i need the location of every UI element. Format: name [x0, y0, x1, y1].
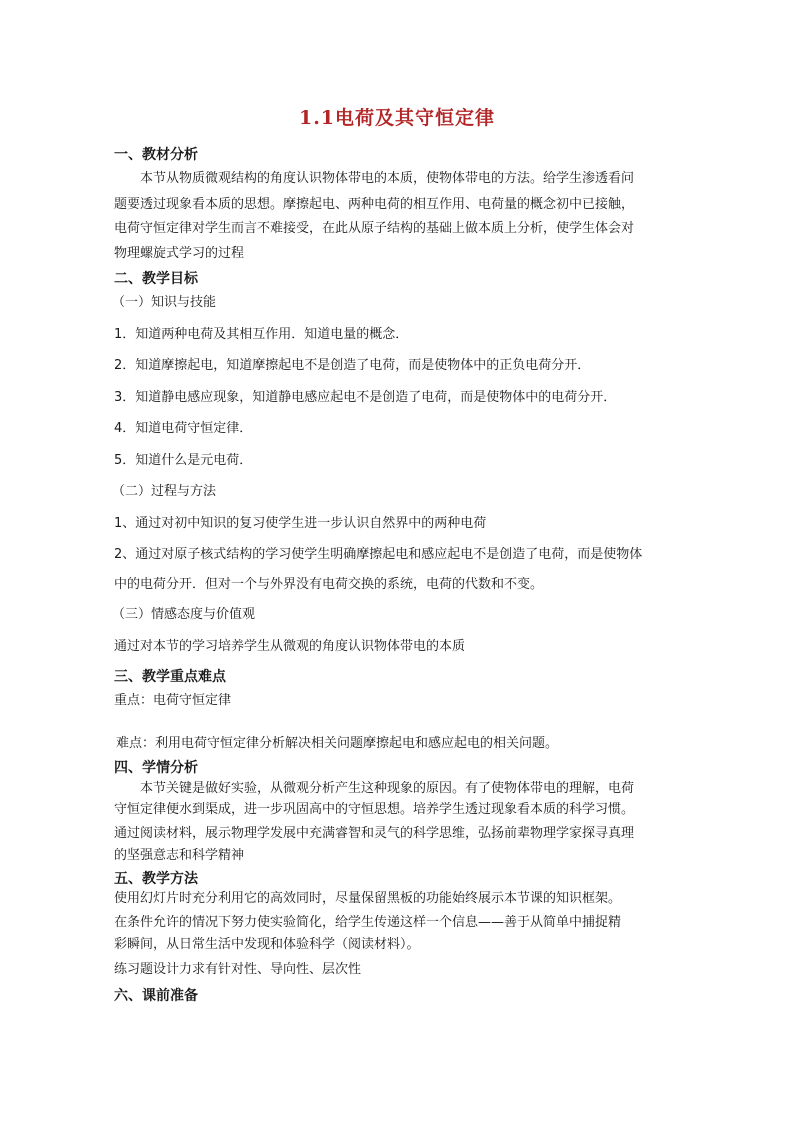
- paragraph-line: 本节关键是做好实验，从微观分析产生这种现象的原因。有了使物体带电的理解，电荷: [140, 781, 635, 796]
- section-heading-teaching-goals: 二、教学目标: [114, 271, 198, 287]
- list-item: 中的电荷分开．但对一个与外界没有电荷交换的系统，电荷的代数和不变。: [114, 577, 544, 592]
- section-heading-preparation: 六、课前准备: [114, 988, 198, 1004]
- list-item: 4．知道电荷守恒定律．: [114, 421, 253, 436]
- paragraph-line: 使用幻灯片时充分利用它的高效同时，尽量保留黑板的功能始终展示本节课的知识框架。: [114, 891, 622, 906]
- list-item: 3．知道静电感应现象，知道静电感应起电不是创造了电荷，而是使物体中的电荷分开．: [114, 390, 617, 405]
- paragraph-line: 物理螺旋式学习的过程: [114, 246, 245, 261]
- paragraph-line: 彩瞬间，从日常生活中发现和体验科学（阅读材料）。: [114, 937, 420, 952]
- list-item: 1．知道两种电荷及其相互作用．知道电量的概念．: [114, 327, 409, 342]
- key-point-text: 重点：电荷守恒定律: [114, 693, 232, 708]
- document-title: 1.1电荷及其守恒定律: [298, 107, 496, 129]
- paragraph-line: 在条件允许的情况下努力使实验简化，给学生传递这样一个信息——善于从简单中捕捉精: [114, 915, 622, 930]
- paragraph-line: 通过阅读材料，展示物理学发展中充满睿智和灵气的科学思维，弘扬前辈物理学家探寻真理: [114, 826, 635, 841]
- list-item: 通过对本节的学习培养学生从微观的角度认识物体带电的本质: [114, 639, 466, 654]
- subheading-attitude-values: （三）情感态度与价值观: [112, 607, 256, 622]
- list-item: 1、通过对初中知识的复习使学生进一步认识自然界中的两种电荷: [114, 516, 487, 531]
- subheading-process-method: （二）过程与方法: [112, 484, 217, 499]
- section-heading-textbook-analysis: 一、教材分析: [114, 147, 198, 163]
- paragraph-line: 守恒定律便水到渠成，进一步巩固高中的守恒思想。培养学生透过现象看本质的科学习惯。: [114, 802, 635, 817]
- paragraph-line: 电荷守恒定律对学生而言不难接受，在此从原子结构的基础上做本质上分析，使学生体会对: [114, 221, 635, 236]
- difficult-point-text: 难点：利用电荷守恒定律分析解决相关问题摩擦起电和感应起电的相关问题。: [116, 736, 559, 751]
- paragraph-line: 题要透过现象看本质的思想。摩擦起电、两种电荷的相互作用、电荷量的概念初中已接触，: [114, 197, 635, 212]
- paragraph-line: 练习题设计力求有针对性、导向性、层次性: [114, 962, 362, 977]
- paragraph-line: 本节从物质微观结构的角度认识物体带电的本质，使物体带电的方法。给学生渗透看问: [140, 171, 635, 186]
- section-heading-teaching-method: 五、教学方法: [114, 871, 198, 887]
- list-item: 2．知道摩擦起电，知道摩擦起电不是创造了电荷，而是使物体中的正负电荷分开．: [114, 358, 591, 373]
- section-heading-student-analysis: 四、学情分析: [114, 760, 198, 776]
- list-item: 5．知道什么是元电荷．: [114, 453, 253, 468]
- subheading-knowledge-skills: （一）知识与技能: [112, 295, 217, 310]
- list-item: 2、通过对原子核式结构的学习使学生明确摩擦起电和感应起电不是创造了电荷，而是使物体: [114, 547, 643, 562]
- section-heading-key-points: 三、教学重点难点: [114, 669, 226, 685]
- paragraph-line: 的坚强意志和科学精神: [114, 848, 245, 863]
